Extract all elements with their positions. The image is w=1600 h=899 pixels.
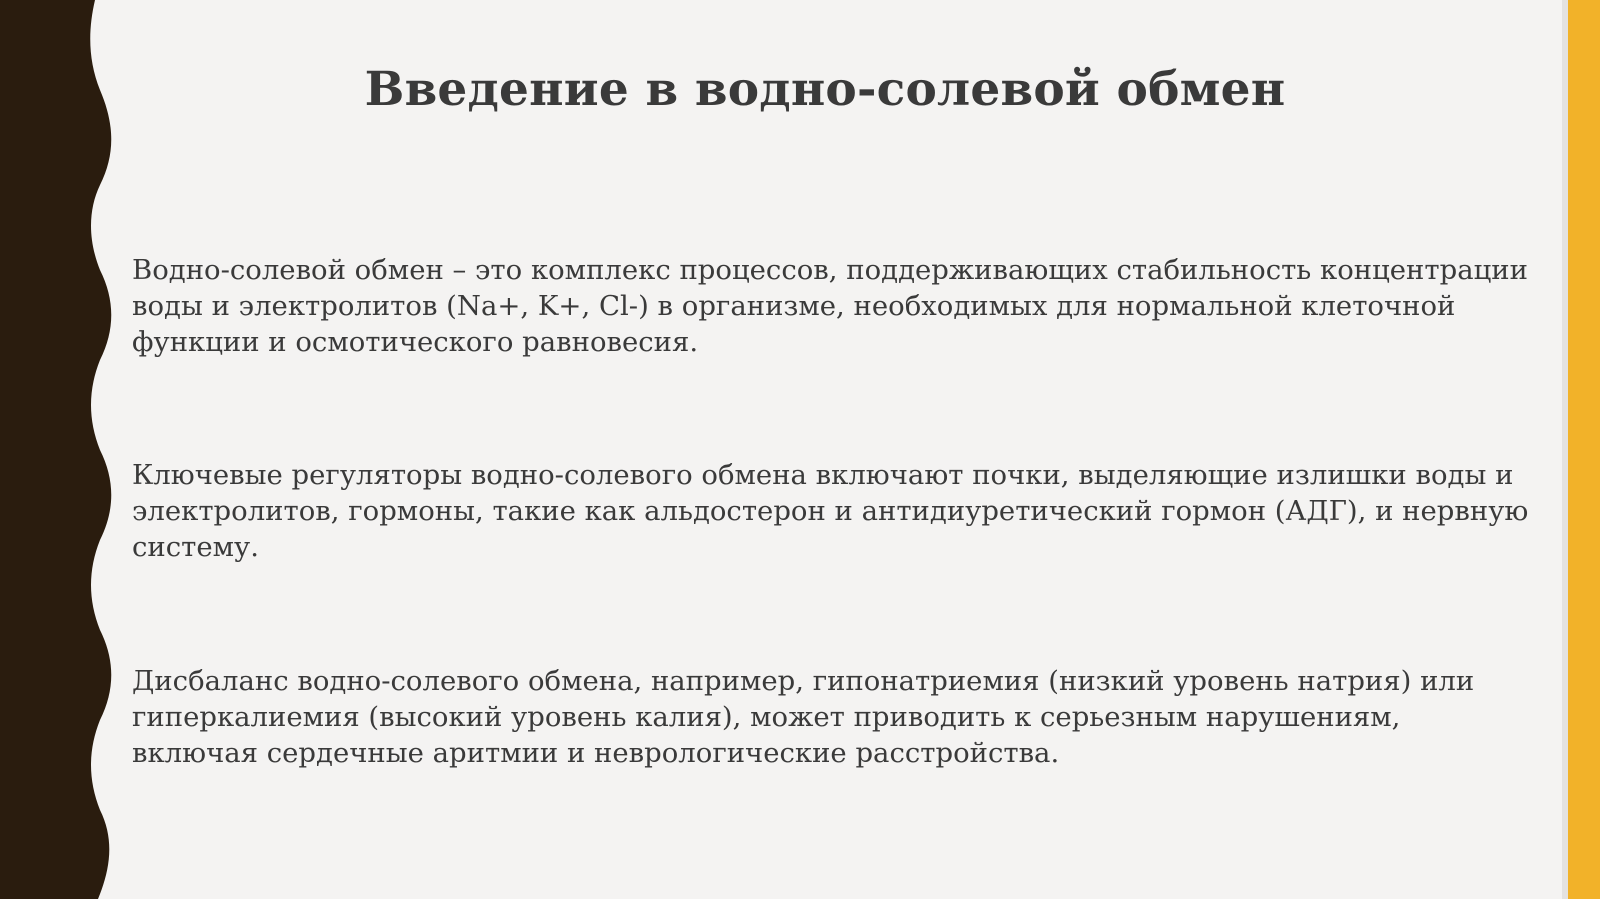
right-bar-fill [1568,0,1600,899]
paragraph-imbalance: Дисбаланс водно-солевого обмена, например, гипонатриемия (низкий уровень натрия) или гиперкалиемия (высокий уровень калия), может приводить к серьезным нарушениям, включая сердечные аритмии и неврологические расстройства. [132,665,1475,769]
paragraph-definition: Водно-солевой обмен – это комплекс процессов, поддерживающих стабильность концентрации воды и электролитов (Na+, K+, Cl-) в организме, необходимых для нормальной клеточной функции и осмотического равновесия. [132,254,1528,358]
right-accent-bar [1562,0,1600,899]
slide-title: Введение в водно-солевой обмен [364,62,1286,117]
left-wave-decoration [0,0,130,899]
paragraph-regulators: Ключевые регуляторы водно-солевого обмена включают почки, выделяющие излишки воды и электролитов, гормоны, такие как альдостерон и антидиуретический гормон (АДГ), и нервную систему. [132,459,1529,563]
wave-shape [0,0,111,899]
